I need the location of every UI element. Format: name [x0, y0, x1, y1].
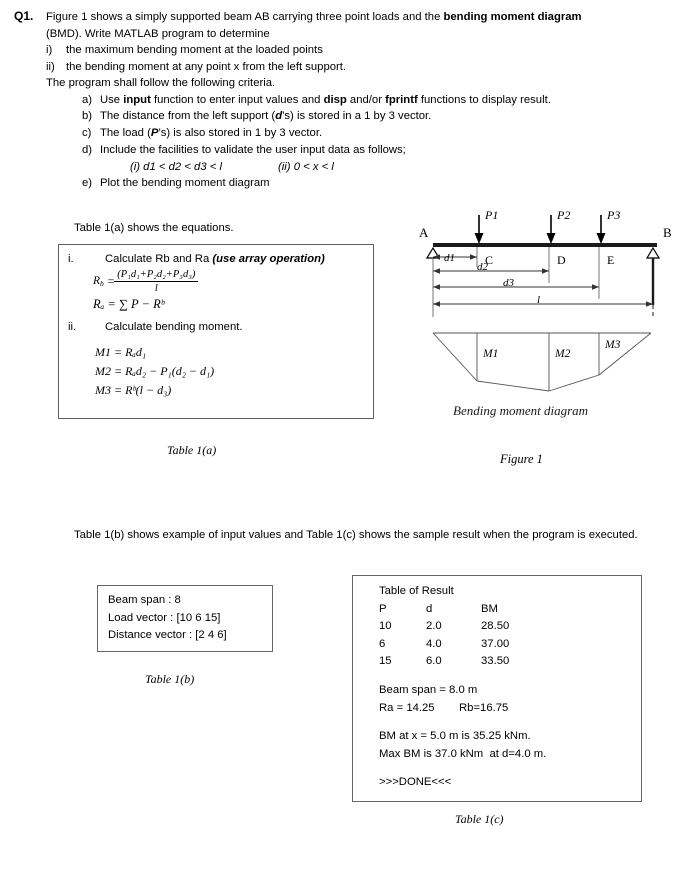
- criteria-item-e: [82, 175, 674, 192]
- criteria-d-label: d): [82, 143, 93, 156]
- criteria-b-pre: The distance from the left support (: [100, 110, 276, 123]
- load-arrow-p2: [547, 215, 556, 244]
- question-item-ii-text: the bending moment at any point x from the left support.: [66, 60, 347, 73]
- table-c-data-row: [379, 618, 641, 636]
- criteria-c-text: [100, 125, 322, 142]
- table-c-cell-bm: 28.50: [481, 620, 510, 633]
- moment-label-m1: M1: [483, 348, 499, 360]
- equation-rb-equals: =: [107, 275, 115, 288]
- table-c-cell-p: 15: [379, 655, 392, 668]
- question-intro-part1: Figure 1 shows a simply supported beam AB carrying three point loads and the: [46, 11, 444, 23]
- support-right-icon: [647, 248, 659, 258]
- criteria-a-bold1: input: [123, 93, 151, 106]
- criteria-a-label: a): [82, 93, 93, 106]
- equation-m1: M1 = Rₐd₁: [95, 345, 147, 359]
- dimension-label-d3: d3: [503, 277, 514, 289]
- table-b-line-beam-span: Beam span : 8: [108, 594, 181, 606]
- criteria-a-post: functions to display result.: [417, 93, 551, 106]
- table-c-beam-span: Beam span = 8.0 m: [379, 683, 478, 696]
- table-a-row-ii-text: Calculate bending moment.: [105, 321, 243, 333]
- table-c-cell-bm: 37.00: [481, 637, 510, 650]
- table-c-done-marker: >>>DONE<<<: [379, 776, 452, 789]
- table-c-caption: Table 1(c): [455, 812, 504, 826]
- equation-rb: [93, 269, 198, 294]
- table-c-reaction-ra: Ra = 14.25: [379, 701, 435, 714]
- bmd-caption: Bending moment diagram: [453, 403, 589, 418]
- table-a-row-i-plain: Calculate Rb and Ra: [105, 253, 213, 265]
- table-a-row-i-label: i.: [68, 253, 74, 265]
- table-a-row-ii-label: ii.: [68, 321, 77, 333]
- dimension-label-l: l: [537, 294, 541, 306]
- spacer: [379, 671, 641, 682]
- dimension-l: [433, 301, 653, 306]
- table-c-max-bm: Max BM is 37.0 kNm at d=4.0 m.: [379, 747, 547, 760]
- support-label-a: A: [419, 225, 429, 240]
- equation-m2: M2 = Rₐd₂ − P₁(d₂ − d₁): [95, 364, 215, 378]
- question-item-ii: [46, 59, 674, 76]
- moment-label-m3: M3: [605, 339, 621, 351]
- question-item-i: [46, 42, 674, 59]
- table-c-title: Table of Result: [379, 585, 454, 597]
- table-c-cell-d: 6.0: [426, 655, 442, 668]
- question-intro-bold: bending moment diagram: [443, 11, 582, 23]
- table-c-header-bm: BM: [481, 602, 498, 615]
- table-a-intro-text: Table 1(a) shows the equations.: [74, 222, 234, 234]
- criteria-e-text: Plot the bending moment diagram: [100, 177, 270, 190]
- figure-1-diagram: [415, 205, 681, 475]
- equation-rb-fraction: [114, 269, 198, 294]
- table-c-data-row: [379, 636, 641, 654]
- equation-rb-lhs-main: R: [93, 274, 101, 287]
- question-heading-line: [14, 8, 674, 26]
- support-label-b: B: [663, 225, 672, 240]
- table-b-box: [97, 585, 273, 652]
- criteria-d-text: Include the facilities to validate the user input data as follows;: [100, 143, 406, 156]
- load-label-p2: P2: [557, 208, 571, 222]
- criteria-e-label: e): [82, 177, 93, 190]
- load-arrow-p3: [597, 215, 606, 244]
- criteria-item-b: [82, 108, 674, 125]
- criteria-b-text: [100, 108, 431, 125]
- table-c-header-row: [379, 601, 641, 619]
- bottom-intro-text: Table 1(b) shows example of input values and Table 1(c) shows the sample result when the program is executed.: [74, 529, 638, 541]
- table-b-line-load-vector: Load vector : [10 6 15]: [108, 611, 221, 624]
- dimension-label-d2: d2: [477, 261, 488, 273]
- dimension-label-d1: d1: [444, 252, 455, 264]
- table-c-reaction-rb: Rb=16.75: [459, 701, 509, 714]
- question-item-i-text: the maximum bending moment at the loaded points: [66, 44, 323, 56]
- table-a-row-i-italic: (use array operation): [212, 253, 325, 265]
- table-c-cell-d: 2.0: [426, 620, 442, 633]
- criteria-a-text: [100, 92, 551, 109]
- validation-rule-2: (ii) 0 < x < l: [278, 160, 334, 173]
- spacer: [379, 763, 641, 774]
- validation-rule-1: (i) d1 < d2 < d3 < l: [130, 160, 223, 173]
- table-c-cell-p: 6: [379, 637, 386, 650]
- table-c-reactions-row: [379, 700, 641, 718]
- table-c-bm-at-x: BM at x = 5.0 m is 35.25 kNm.: [379, 730, 531, 743]
- table-c-data-row: [379, 653, 641, 671]
- table-a-box: [58, 244, 374, 419]
- dimension-d1: [433, 254, 477, 259]
- criteria-b-mid1: ’s) is stored in a 1 by 3 vector.: [282, 110, 432, 123]
- criteria-a-bold2: disp: [323, 93, 347, 106]
- question-number: Q1.: [14, 9, 34, 23]
- load-label-p3: P3: [607, 208, 621, 222]
- criteria-c-mid1: ’s) is also stored in 1 by 3 vector.: [158, 127, 323, 140]
- table-b-line-distance-vector: Distance vector : [2 4 6]: [108, 629, 227, 641]
- equation-rb-numerator: (P₁d₁+P₂d₂+P₃d₃): [117, 269, 196, 280]
- load-arrow-p1: [475, 215, 484, 244]
- question-intro-text: [46, 9, 674, 26]
- criteria-a-mid1: function to enter input values and: [150, 93, 324, 106]
- criteria-a-mid2: and/or: [346, 93, 386, 106]
- dimension-d3: [433, 284, 599, 289]
- criteria-c-label: c): [82, 127, 92, 140]
- equation-rb-denominator: l: [154, 283, 158, 294]
- criteria-item-a: [82, 92, 674, 109]
- node-label-c: C: [485, 253, 494, 267]
- node-label-e: E: [607, 253, 615, 267]
- node-label-d: D: [557, 253, 566, 267]
- criteria-item-d: [82, 142, 674, 159]
- criteria-b-label: b): [82, 110, 93, 123]
- table-c-box: [352, 575, 642, 802]
- question-item-i-label: i): [46, 44, 53, 56]
- criteria-a-pre: Use: [100, 93, 124, 106]
- question-item-ii-label: ii): [46, 60, 55, 73]
- beam-member: [433, 243, 657, 247]
- criteria-b-bold1: d: [275, 110, 283, 123]
- table-c-cell-bm: 33.50: [481, 655, 510, 668]
- question-intro-part2: (BMD). Write MATLAB program to determine: [46, 27, 270, 40]
- moment-label-m2: M2: [555, 348, 571, 360]
- criteria-a-bold3: fprintf: [385, 93, 418, 106]
- validation-rules: [82, 159, 674, 176]
- equation-m3: M3 = Rᵇ(l − d₃): [95, 383, 172, 397]
- equation-rb-lhs-sub: b: [100, 279, 104, 289]
- load-label-p1: P1: [485, 208, 499, 222]
- question-block: [14, 8, 674, 192]
- table-a-row-i-text: [105, 253, 325, 265]
- table-c-header-d: d: [426, 602, 433, 615]
- criteria-c-bold1: P: [150, 127, 159, 140]
- spacer: [379, 717, 641, 728]
- equation-ra: Rₐ = ∑ P − Rᵇ: [93, 297, 165, 311]
- table-a-caption: Table 1(a): [167, 443, 217, 457]
- equation-rb-lhs: [93, 275, 104, 288]
- criteria-c-pre: The load (: [100, 127, 151, 140]
- table-c-cell-p: 10: [379, 620, 392, 633]
- table-c-cell-d: 4.0: [426, 637, 442, 650]
- criteria-item-c: [82, 125, 674, 142]
- dimension-d2: [433, 268, 549, 273]
- table-c-header-p: P: [379, 602, 387, 615]
- criteria-intro: The program shall follow the following criteria.: [46, 77, 276, 89]
- figure-1-caption: Figure 1: [500, 452, 543, 466]
- table-b-caption: Table 1(b): [145, 672, 195, 686]
